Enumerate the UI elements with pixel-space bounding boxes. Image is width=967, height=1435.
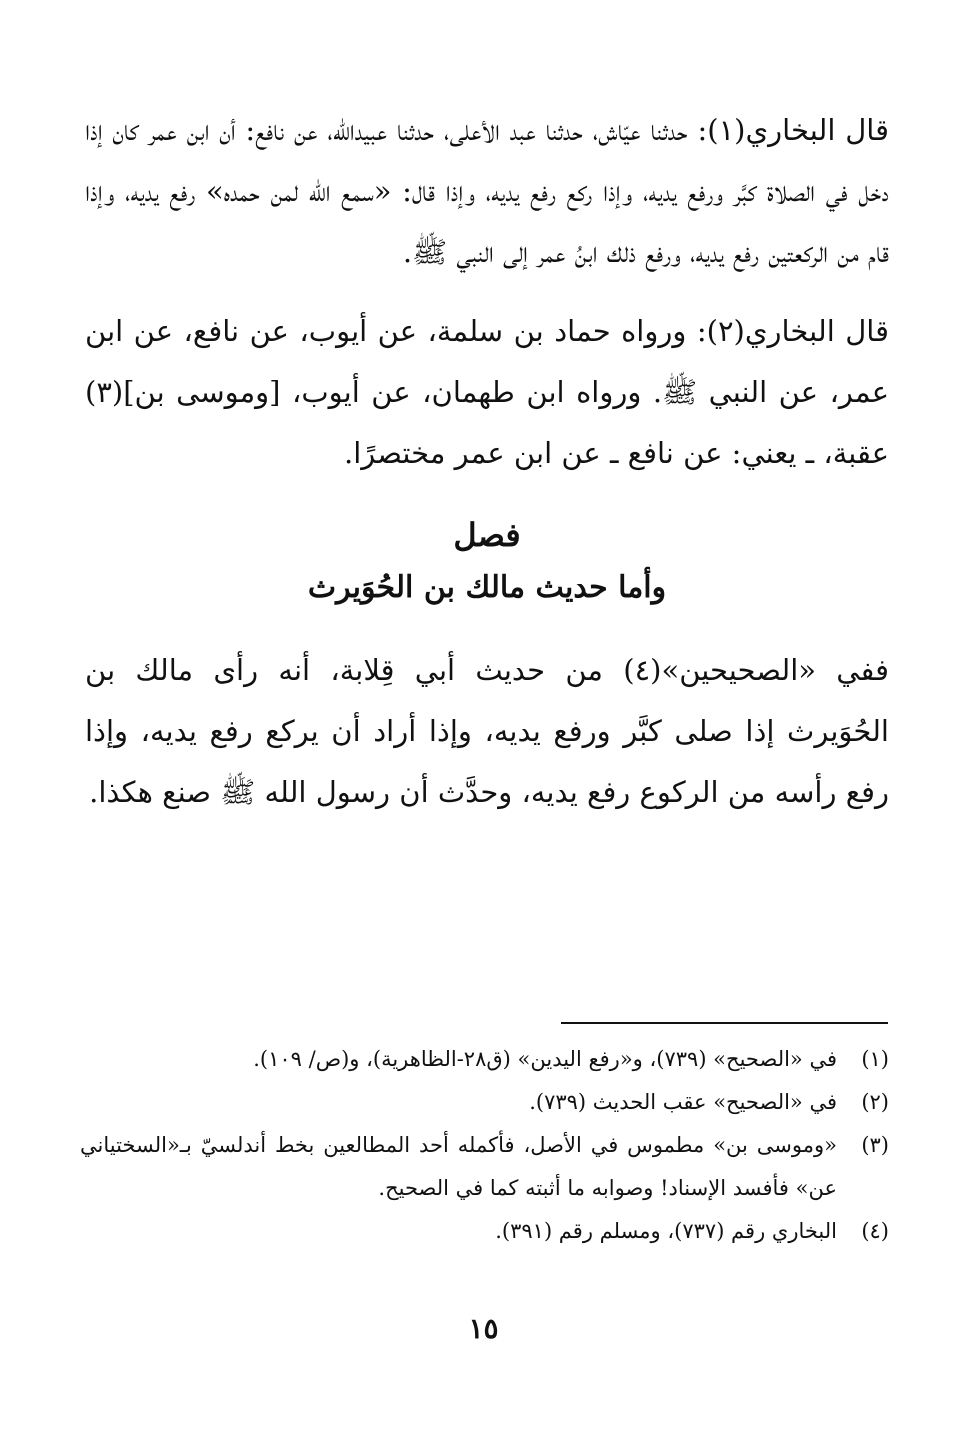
footnote-number: (١) bbox=[861, 1047, 889, 1071]
footnote-text: البخاري رقم (٧٣٧)، ومسلم رقم (٣٩١). bbox=[495, 1219, 837, 1243]
footnote-2 bbox=[80, 1081, 889, 1124]
footnote-1 bbox=[80, 1038, 889, 1081]
page-number: ١٥ bbox=[468, 1312, 499, 1345]
sub-heading: وأما حديث مالك بن الحُوَيرث bbox=[307, 570, 667, 605]
footnote-text: في «الصحيح» (٧٣٩)، و«رفع اليدين» (ق٢٨-الظاهرية)، و(ص/ ١٠٩). bbox=[253, 1047, 837, 1071]
section-heading: فصل bbox=[453, 516, 521, 554]
footnote-number: (٤) bbox=[861, 1219, 889, 1243]
footnotes-list bbox=[80, 1038, 889, 1253]
footnote-number: (٢) bbox=[861, 1090, 889, 1114]
footnote-divider bbox=[561, 1022, 888, 1024]
paragraph-bukhari-1: قال البخاري(١): حدثنا عيّاش، حدثنا عبد الأعلى، حدثنا عبيدالله، عن نافع: أن ابن عمر كان إذا دخل في الصلاة كبَّر ورفع يديه، وإذا ركع رفع يديه، وإذا قال: «سمع الله لمن حمده» رفع يديه، وإذا قام من الركعتين رفع يديه، ورفع ذلك ابنُ عمر إلى النبي ﷺ. bbox=[85, 113, 889, 269]
footnote-3 bbox=[80, 1124, 889, 1210]
paragraph-sahihayn: ففي «الصحيحين»(٤) من حديث أبي قِلابة، أنه رأى مالك بن الحُوَيرث إذا صلى كبَّر ورفع يديه، وإذا أراد أن يركع رفع يديه، وإذا رفع رأسه من الركوع رفع يديه، وحدَّث أن رسول الله ﷺ صنع هكذا. bbox=[85, 653, 890, 809]
footnote-text: «وموسى بن» مطموس في الأصل، فأكمله أحد المطالعين بخط أندلسيّ بـ«السختياني عن» فأفسد الإسناد! وصوابه ما أثبته كما في الصحيح. bbox=[80, 1133, 837, 1200]
footnote-4 bbox=[80, 1210, 889, 1253]
paragraph-bukhari-2: قال البخاري(٢): ورواه حماد بن سلمة، عن أيوب، عن نافع، عن ابن عمر، عن النبي ﷺ. ورواه ابن طهمان، عن أيوب، [وموسى بن](٣) عقبة، ـ يعني: عن نافع ـ عن ابن عمر مختصرًا. bbox=[85, 314, 889, 470]
footnote-text: في «الصحيح» عقب الحديث (٧٣٩). bbox=[529, 1090, 837, 1114]
footnote-number: (٣) bbox=[861, 1133, 889, 1157]
main-text bbox=[85, 100, 889, 841]
